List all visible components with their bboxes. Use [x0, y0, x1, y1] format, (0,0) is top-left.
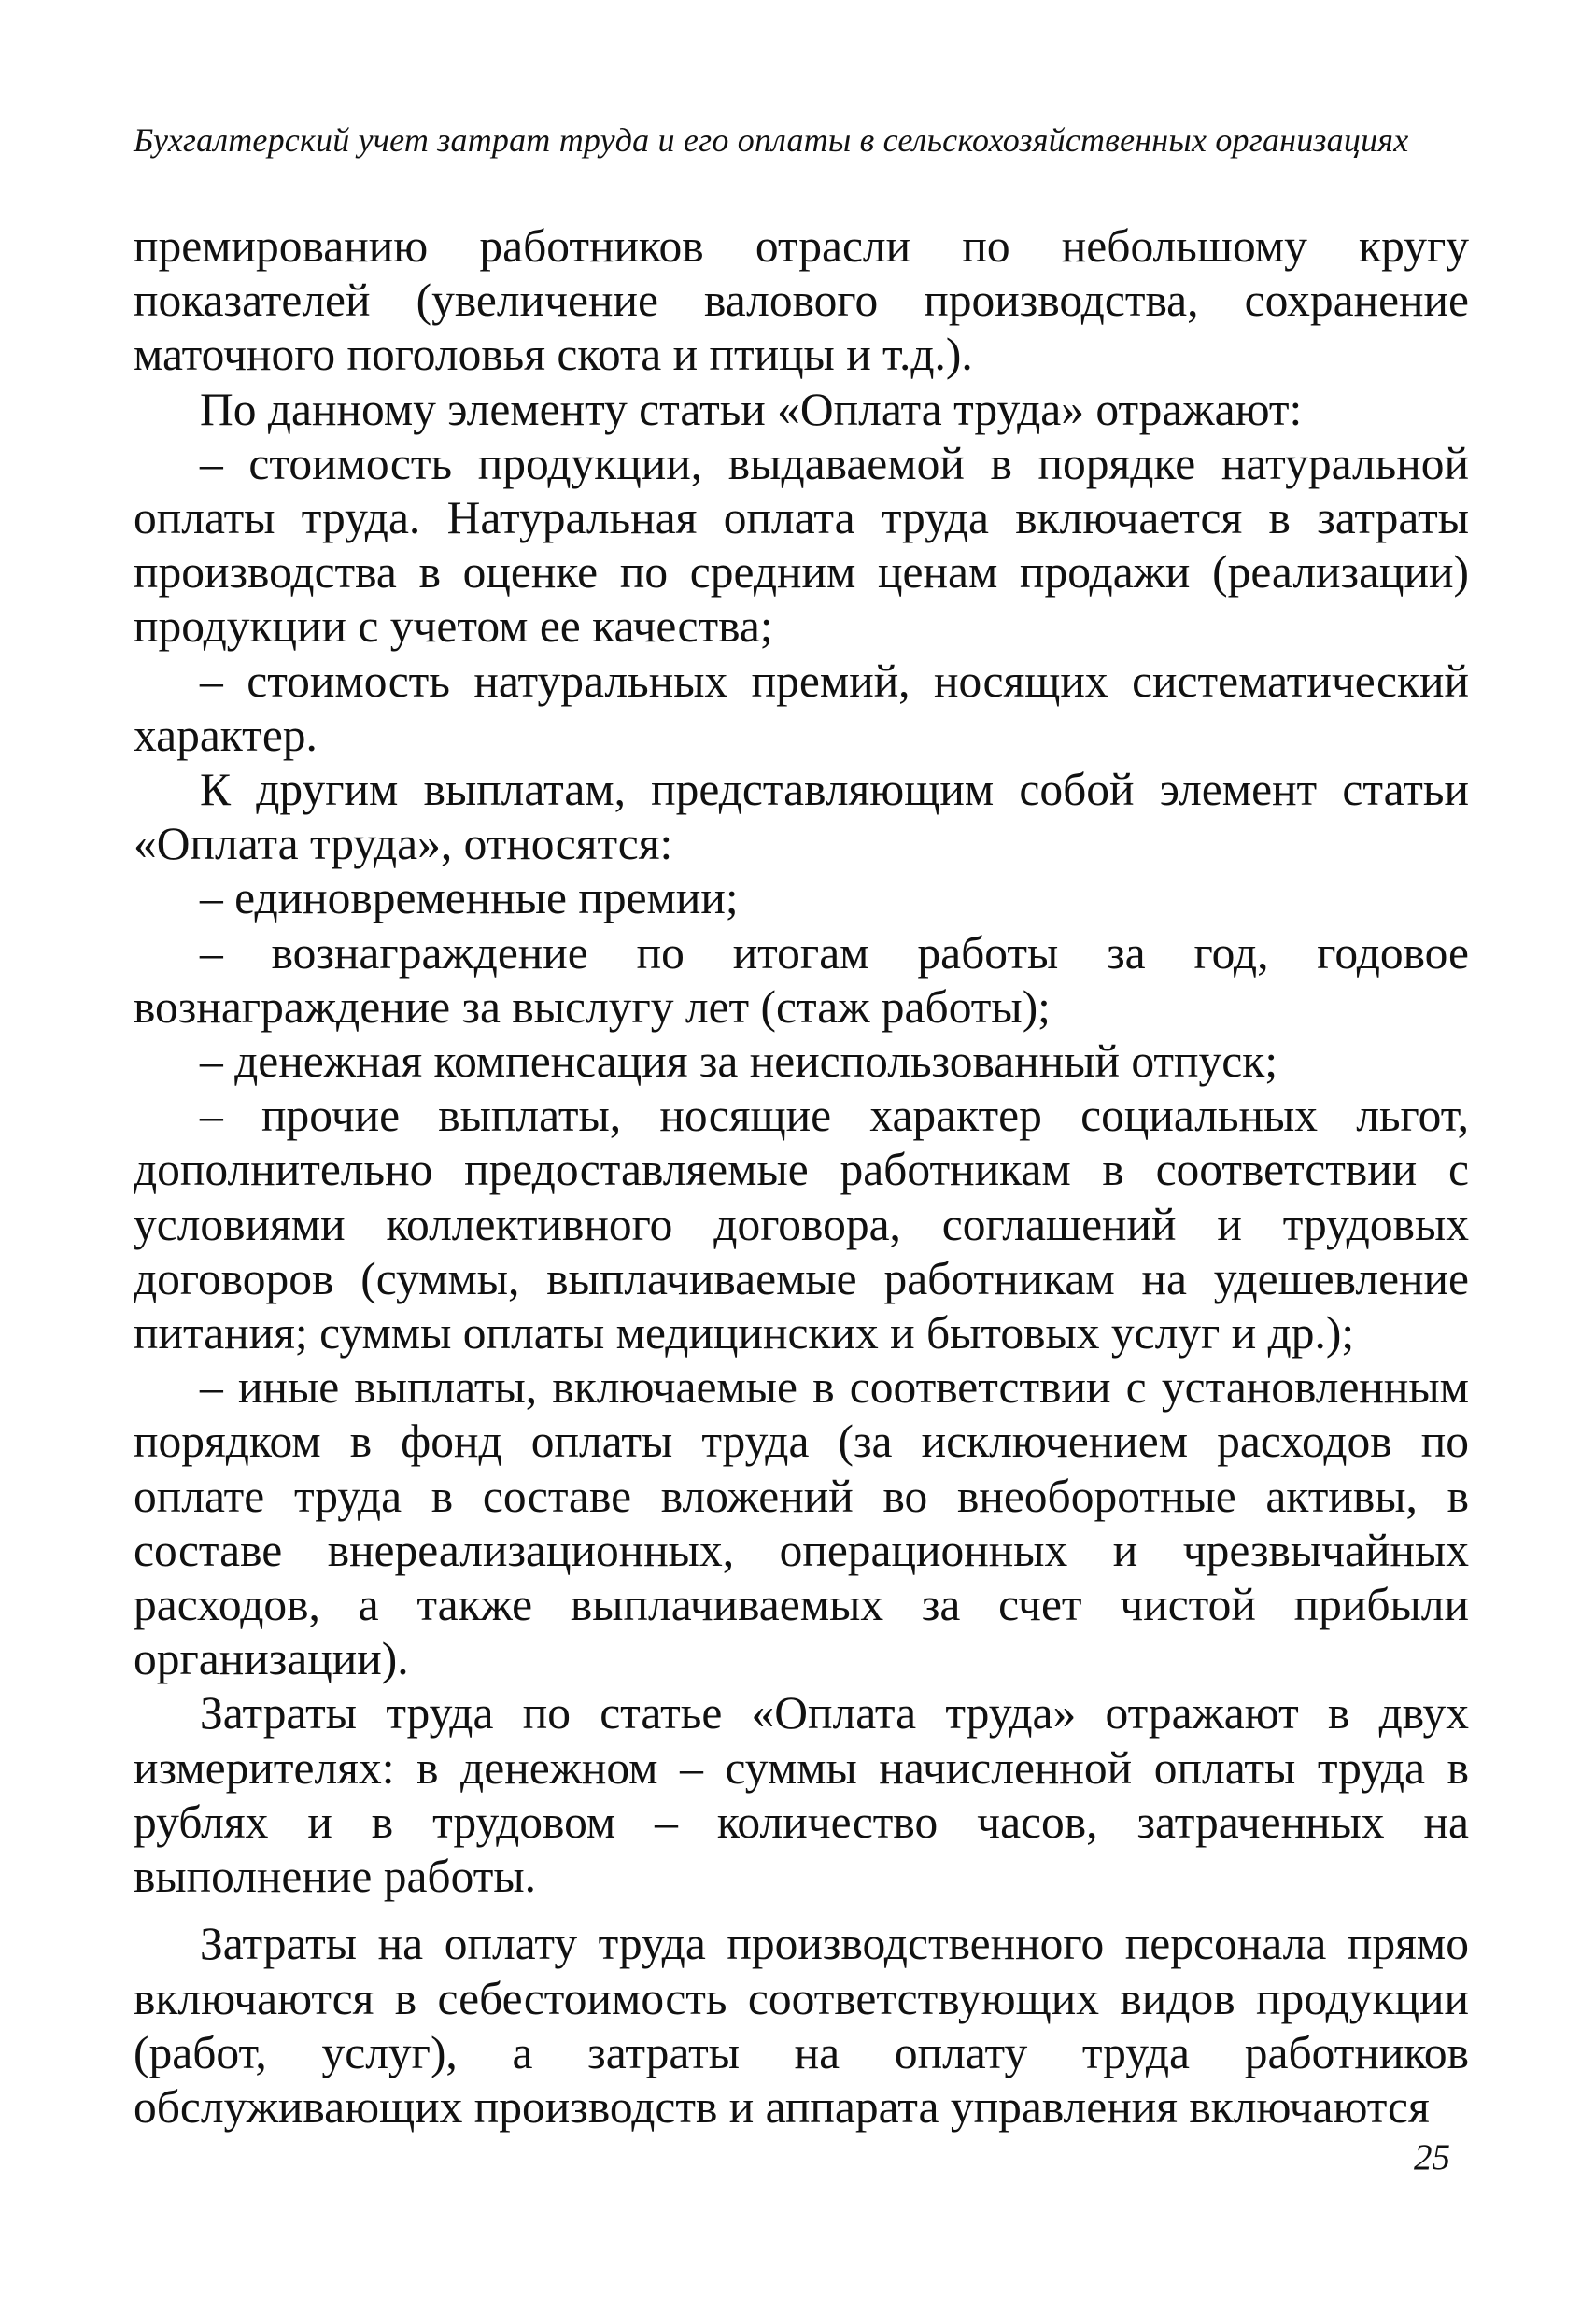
list-item-vacation-compensation: – денежная компенсация за неиспользованный отпуск;: [200, 1035, 1278, 1088]
list-item-other-payments: – иные выплаты, включаемые в соответствии с установленным порядком в фонд оплаты труда (за исключением расходов по оплате труда в составе вложений во внеоборотные активы, в составе внереализационных, операционных и чрезвычайных расходов, а также выплачиваемых за счет чистой прибыли организации).: [134, 1361, 1469, 1685]
paragraph-production-staff-costs: Затраты на оплату труда производственного персонала прямо включаются в себестоимость соответствующих видов продукции (работ, услуг), а затраты на оплату труда работников обслуживающих производств и аппарата управления включаются: [134, 1918, 1469, 2133]
paragraph-other-payments: К другим выплатам, представляющим собой элемент статьи «Оплата труда», относятся:: [134, 764, 1469, 870]
paragraph-continuation: премированию работников отрасли по небольшому кругу показателей (увеличение валового производства, сохранение маточного поголовья скота и птицы и т.д.).: [134, 220, 1469, 381]
paragraph-labor-cost-measures: Затраты труда по статье «Оплата труда» отражают в двух измерителях: в денежном – суммы начисленной оплаты труда в рублях и в трудовом – количество часов, затраченных на выполнение работы.: [134, 1687, 1469, 1903]
running-header: Бухгалтерский учет затрат труда и его оплаты в сельскохозяйственных организациях: [134, 121, 1409, 159]
body-text: [134, 219, 1469, 2134]
list-item-natural-pay: – стоимость продукции, выдаваемой в порядке натуральной оплаты труда. Натуральная оплата труда включается в затраты производства в оценке по средним ценам продажи (реализации) продукции с учетом ее качества;: [134, 437, 1469, 653]
list-item-natural-bonuses: – стоимость натуральных премий, носящих систематический характер.: [134, 655, 1469, 761]
paragraph-item-intro: По данному элементу статьи «Оплата труда» отражают:: [200, 383, 1303, 435]
list-item-social-benefits: – прочие выплаты, носящие характер социальных льгот, дополнительно предоставляемые работникам в соответствии с условиями коллективного договора, соглашений и трудовых договоров (суммы, выплачиваемые работникам на удешевление питания; суммы оплаты медицинских и бытовых услуг и др.);: [134, 1090, 1469, 1359]
list-item-one-time-bonuses: – единовременные премии;: [200, 872, 739, 924]
list-item-annual-reward: – вознаграждение по итогам работы за год, годовое вознаграждение за выслугу лет (стаж работы);: [134, 926, 1469, 1033]
page-number: 25: [1414, 2137, 1450, 2177]
